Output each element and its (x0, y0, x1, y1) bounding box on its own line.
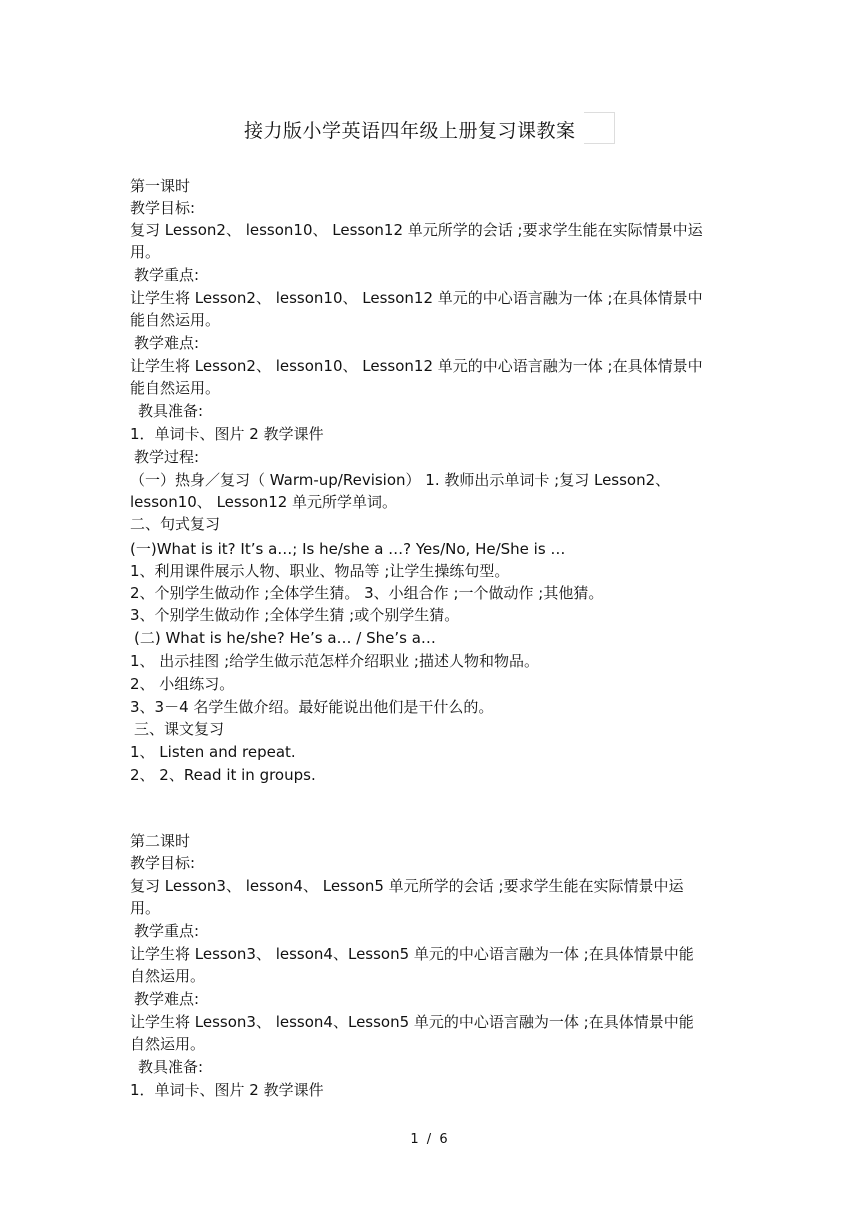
label-teaching-focus: 教学重点: (134, 922, 200, 940)
text-line: lesson10、 Lesson12 单元所学单词。 (130, 493, 398, 511)
title-frame-decoration (584, 112, 615, 144)
text-line: 1．单词卡、图片 2 教学课件 (130, 1081, 324, 1099)
text-line: 自然运用。 (130, 967, 206, 985)
text-line: 2、 2、Read it in groups. (130, 766, 316, 784)
label-teaching-goals: 教学目标: (130, 854, 196, 872)
text-line: 3、个别学生做动作 ;全体学生猜 ;或个别学生猜。 (130, 606, 460, 624)
subsection-heading: 二、句式复习 (130, 515, 221, 533)
text-line: 1、 出示挂图 ;给学生做示范怎样介绍职业 ;描述人物和物品。 (130, 652, 539, 670)
document-title: 接力版小学英语四年级上册复习课教案 (244, 120, 576, 142)
section-heading-lesson-1: 第一课时 (130, 177, 191, 195)
label-teaching-aids: 教具准备: (138, 402, 204, 420)
text-line: 让学生将 Lesson2、 lesson10、 Lesson12 单元的中心语言融为一体 ;在具体情景中 (130, 357, 703, 375)
text-line: 复习 Lesson3、 lesson4、 Lesson5 单元所学的会话 ;要求学生能在实际情景中运 (130, 877, 684, 895)
text-line: 能自然运用。 (130, 311, 221, 329)
text-line: 1、 Listen and repeat. (130, 743, 296, 761)
text-line: 1．单词卡、图片 2 教学课件 (130, 425, 324, 443)
text-line: 能自然运用。 (130, 379, 221, 397)
text-line: 让学生将 Lesson2、 lesson10、 Lesson12 单元的中心语言融为一体 ;在具体情景中 (130, 289, 703, 307)
text-line: 复习 Lesson2、 lesson10、 Lesson12 单元所学的会话 ;要求学生能在实际情景中运 (130, 221, 703, 239)
text-line: 2、个别学生做动作 ;全体学生猜。 3、小组合作 ;一个做动作 ;其他猜。 (130, 584, 604, 602)
text-line: 让学生将 Lesson3、 lesson4、Lesson5 单元的中心语言融为一体 ;在具体情景中能 (130, 945, 694, 963)
label-teaching-process: 教学过程: (134, 448, 200, 466)
text-line: 3、3－4 名学生做介绍。最好能说出他们是干什么的。 (130, 698, 494, 716)
text-line: (一)What is it? It’s a…; Is he/she a …? Yes/No, He/She is … (130, 540, 566, 558)
text-line: 让学生将 Lesson3、 lesson4、Lesson5 单元的中心语言融为一体 ;在具体情景中能 (130, 1013, 694, 1031)
text-line: （一）热身／复习（ Warm-up/Revision） 1. 教师出示单词卡 ;复习 Lesson2、 (130, 471, 671, 489)
text-line: (二) What is he/she? He’s a… / She’s a… (134, 629, 436, 647)
text-line: 用。 (130, 243, 161, 261)
label-teaching-goals: 教学目标: (130, 199, 196, 217)
page-indicator: 1 / 6 (410, 1132, 450, 1147)
label-teaching-difficulty: 教学难点: (134, 990, 200, 1008)
subsection-heading: 三、课文复习 (134, 720, 225, 738)
text-line: 1、利用课件展示人物、职业、物品等 ;让学生操练句型。 (130, 562, 510, 580)
label-teaching-aids: 教具准备: (138, 1058, 204, 1076)
label-teaching-difficulty: 教学难点: (134, 334, 200, 352)
text-line: 2、 小组练习。 (130, 675, 235, 693)
label-teaching-focus: 教学重点: (134, 266, 200, 284)
section-heading-lesson-2: 第二课时 (130, 832, 191, 850)
text-line: 自然运用。 (130, 1035, 206, 1053)
text-line: 用。 (130, 899, 161, 917)
